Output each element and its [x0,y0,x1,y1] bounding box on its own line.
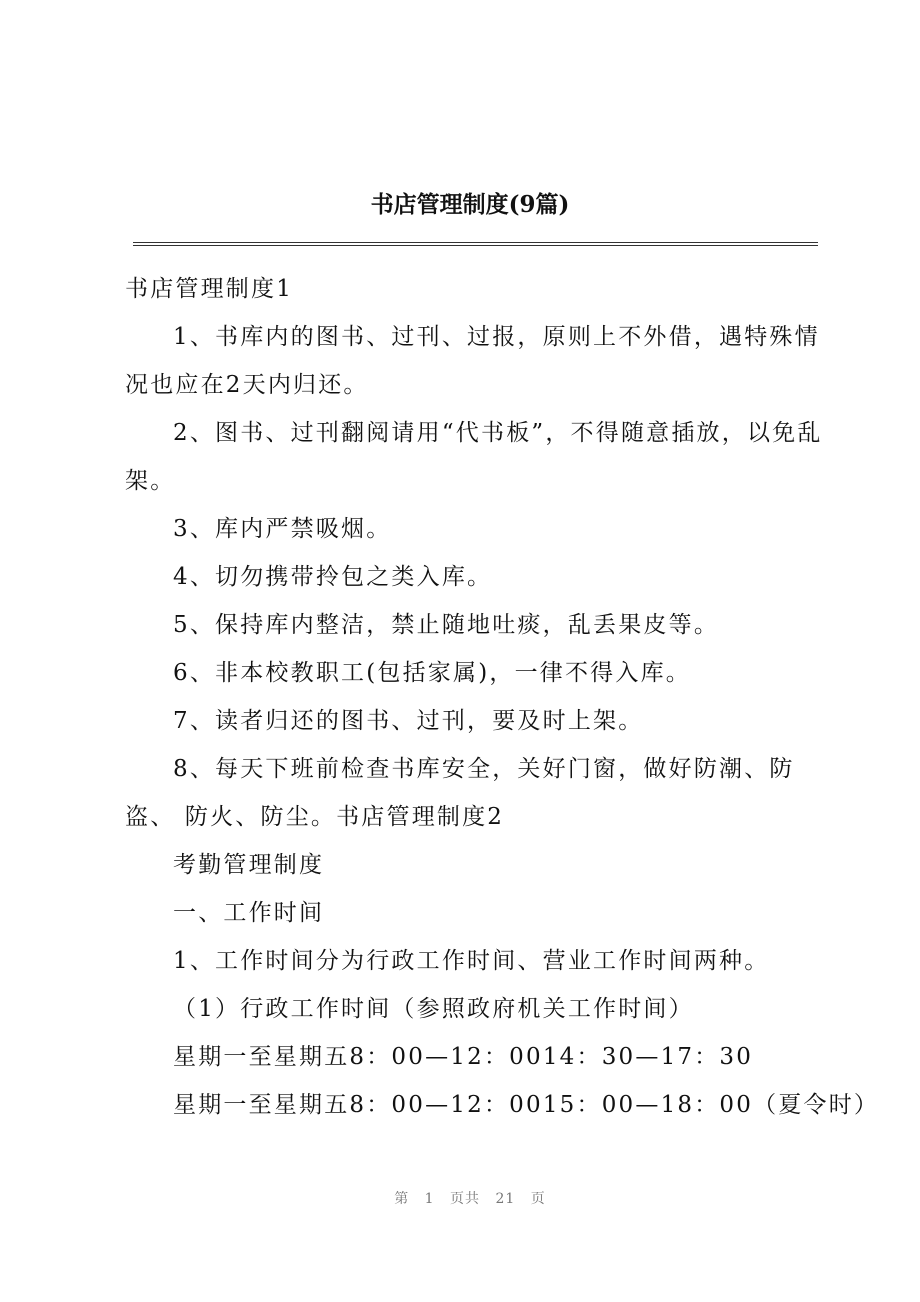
paragraph-line: （1）行政工作时间（参照政府机关工作时间） [173,996,694,1022]
paragraph-line: 4、切勿携带拎包之类入库。 [173,564,493,590]
paragraph-line: 8、每天下班前检查书库安全，关好门窗，做好防潮、防 [173,756,795,782]
section-heading-2: 考勤管理制度 [173,852,325,878]
paragraph-line: 盗、 防火、防尘。书店管理制度2 [125,804,505,830]
paragraph-line: 架。 [125,468,176,494]
title-double-rule [133,242,818,246]
paragraph-line: 2、图书、过刊翻阅请用“代书板”，不得随意插放，以免乱 [173,420,823,446]
section-heading-1: 书店管理制度1 [125,276,294,302]
paragraph-line: 5、保持库内整洁，禁止随地吐痰，乱丢果皮等。 [173,612,720,638]
subsection-heading: 一、工作时间 [173,900,325,926]
schedule-line: 星期一至星期五8：00—12：0014：30—17：30 [173,1044,754,1070]
paragraph-line: 6、非本校教职工(包括家属)，一律不得入库。 [173,660,691,686]
paragraph-line: 3、库内严禁吸烟。 [173,516,392,542]
paragraph-line: 1、工作时间分为行政工作时间、营业工作时间两种。 [173,948,770,974]
page-number-footer: 第 1 页共 21 页 [394,1191,546,1207]
paragraph-line: 1、书库内的图书、过刊、过报，原则上不外借，遇特殊情 [173,324,820,350]
paragraph-line: 7、读者归还的图书、过刊，要及时上架。 [173,708,644,734]
document-title: 书店管理制度(9篇) [370,191,570,218]
schedule-line: 星期一至星期五8：00—12：0015：00—18：00（夏令时） [173,1092,880,1118]
paragraph-line: 况也应在2天内归还。 [125,372,369,398]
document-body [125,265,880,1129]
